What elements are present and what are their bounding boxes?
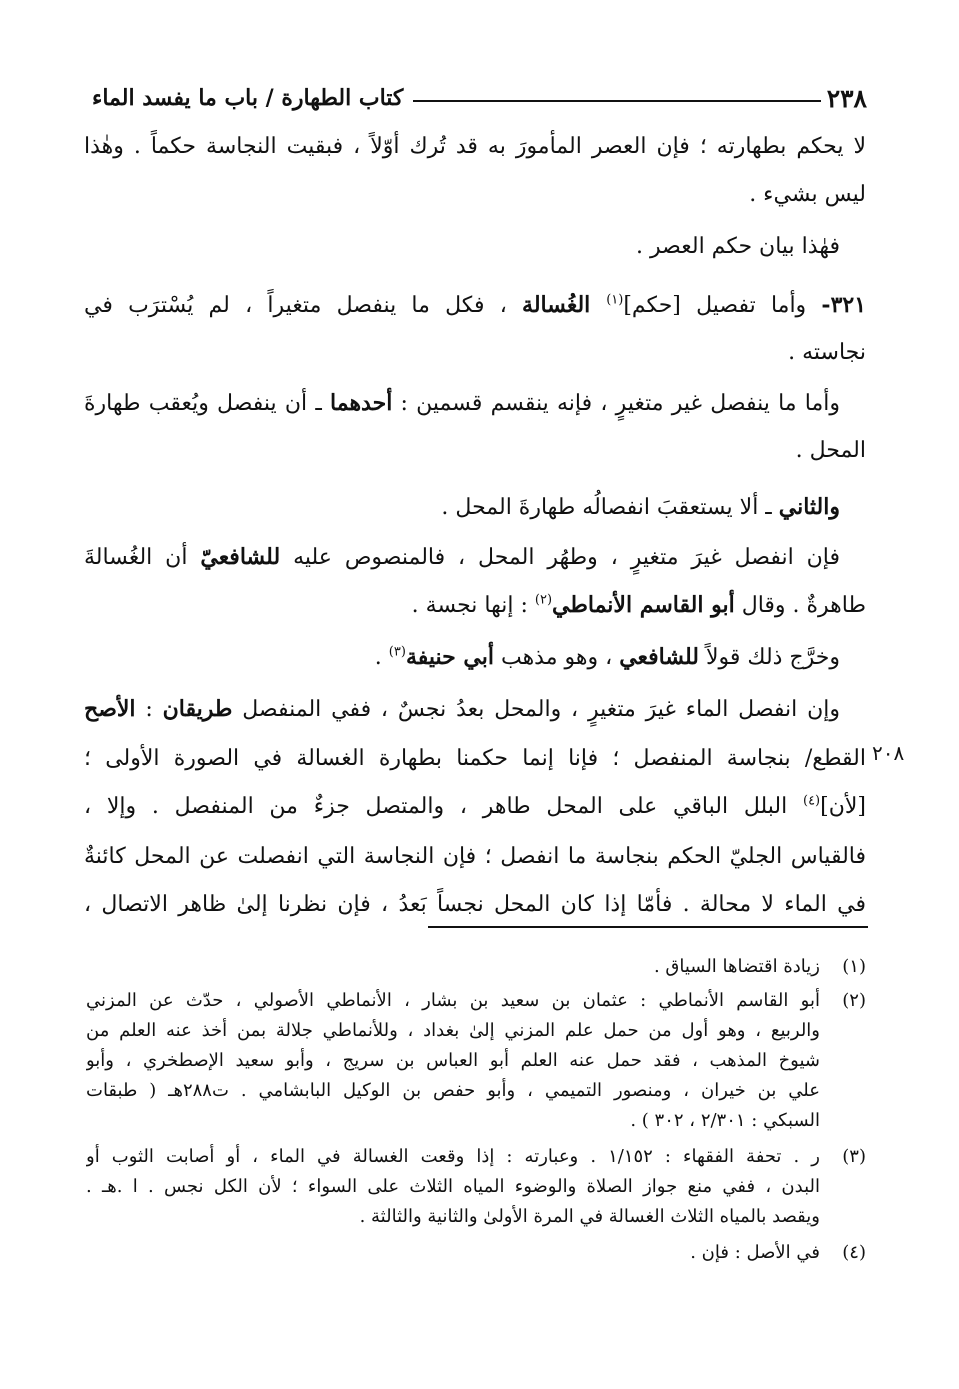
text-line: في الماء لا محالة . فأمّا إذا كان المحل نجساً بَعدُ ، فإن نظرنا إلىٰ ظاهر الاتصال ، (84, 892, 866, 917)
footnote-text: السبكي : ٢/٣٠١ ، ٣٠٢ ) . (630, 1110, 820, 1131)
footnote-ref-1: (١) (606, 292, 624, 308)
footnote-separator (428, 926, 868, 928)
footnote-text: ويقصد بالمياه الثلاث الغسالة في المرة الأولىٰ والثانية والثالثة . (359, 1206, 820, 1227)
footnote-number: (٢) (842, 990, 866, 1011)
footnote-ref-2: (٢) (534, 592, 553, 608)
footnote-text: ر . تحفة الفقهاء : ١/١٥٢ . وعبارته : إذا وقعت الغسالة في الماء ، أو أصابت الثوب أو (86, 1146, 820, 1167)
text-line: [لأن]$^{(٤)}$ البلل الباقي على المحل طاهر ، والمتصل جزءٌ من المنفصل . وإلا ، (84, 793, 866, 819)
text-line: القطع/ بنجاسة المنفصل ؛ فإنا إنما حكمنا بطهارة الغسالة في الصورة الأولى ؛ (84, 746, 866, 771)
chapter-title: كتاب الطهارة / باب ما يفسد الماء (92, 85, 404, 111)
footnote-text: البدن ، ففي منع جواز الصلاة والوضوء المياه الثلاث على السواء ؛ لأن الكل نجس . ا .هـ . (86, 1176, 820, 1197)
footnote-4 (86, 1238, 866, 1268)
text-line: المحل . (795, 438, 866, 463)
text-line: وإن انفصل الماء غيرَ متغيرٍ ، والمحل بعدُ نجسٌ ، ففي المنفصل طريقان : الأصح (84, 696, 840, 722)
text-line: فالقياس الجليّ الحكم بنجاسة ما انفصل ؛ فإن النجاسة التي انفصلت عن المحل كائنةٌ (84, 844, 866, 869)
running-header (92, 76, 867, 120)
text-line: ليس بشيء . (749, 182, 866, 207)
footnote-ref-3: (٣) (388, 644, 406, 660)
footnote-2 (86, 986, 866, 1016)
footnote-text: أبو القاسم الأنماطي : عثمان بن سعيد بن بشار ، الأنماطي الأصولي ، حدّث عن المزني (86, 990, 820, 1011)
text-line: نجاسته . (788, 340, 866, 365)
footnote-text: والربيع ، وهو أول من حمل علم المزني إلىٰ بغداد ، وللأنماطي جلالة بمن أخذ عنه العلم من (86, 1020, 820, 1041)
footnote-text: زيادة اقتضاها السياق . (653, 956, 820, 977)
footnote-text: في الأصل : فإن . (690, 1242, 820, 1263)
footnote-3 (86, 1142, 866, 1172)
margin-folio-number: ٢٠٨ (872, 741, 905, 765)
header-rule (413, 100, 820, 102)
footnote-text: شيوخ المذهب ، فقد حمل عنه العلم أبو العباس بن سريج ، وأبو سعيد الإصطخري ، وأبو (86, 1050, 820, 1071)
text-line: وأما ما ينفصل غير متغيرٍ ، فإنه ينقسم قسمين : أحدهما ـ أن ينفصل ويُعقب طهارةَ (84, 390, 840, 416)
text-line: فهٰذا بيان حكم العصر . (636, 234, 840, 259)
text-line: طاهرةٌ . وقال أبو القاسم الأنماطي$^{(٢)}$ : إنها نجسة . (411, 592, 866, 618)
footnote-ref-4: (٤) (802, 793, 821, 809)
text-line: لا يحكم بطهارته ؛ فإن العصر المأمورَ به قد تُرك أوّلاً ، فبقيت النجاسة حكماً . وهٰذا (84, 134, 866, 159)
text-line: وخرَّج ذلك قولاً للشافعي ، وهو مذهب أبي حنيفة$^{(٣)}$ . (374, 644, 840, 670)
footnote-1 (86, 952, 866, 982)
page-number: ٢٣٨ (826, 83, 867, 113)
text-line: فإن انفصل غيرَ متغيرٍ ، وطهُر المحل ، فالمنصوص عليه للشافعيّ أن الغُسالةَ (84, 544, 840, 570)
paragraph-321-line: ٣٢١- وأما تفصيل [حكم]$^{(١)}$ الغُسالة ، فكل ما ينفصل متغيراً ، لم يُسْترَب في (84, 292, 866, 318)
text-line: والثاني ـ ألا يستعقبَ انفصالُه طهارةَ المحل . (441, 494, 840, 520)
paragraph-number: ٣٢١- (821, 292, 866, 318)
footnote-text: علي بن خيران ، ومنصور التميمي ، وأبو حفص بن الوكيل البابشامي . ت٢٨٨هـ ( طبقات (86, 1080, 820, 1101)
footnote-number: (٣) (842, 1146, 866, 1167)
footnote-number: (٤) (842, 1242, 866, 1263)
footnote-number: (١) (842, 956, 866, 977)
